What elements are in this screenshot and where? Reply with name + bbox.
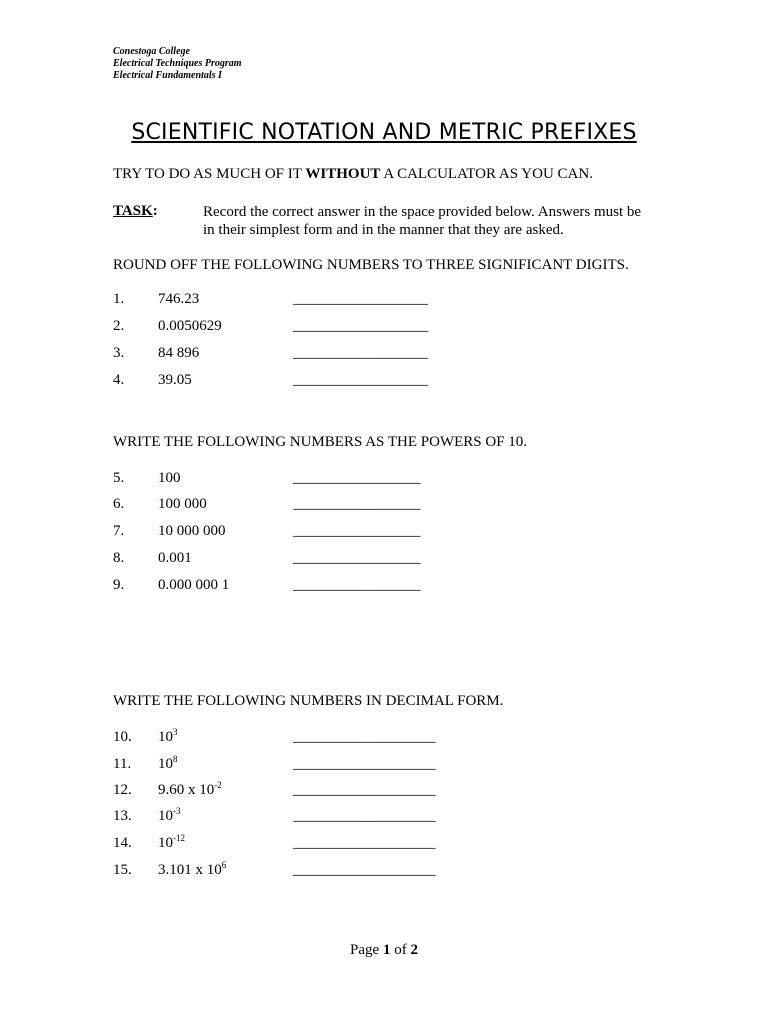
question-number: 6.	[113, 496, 125, 512]
value-base: 9.60 x 10	[158, 782, 215, 798]
value-base: 10	[158, 835, 173, 851]
header-course: Electrical Fundamentals I	[113, 70, 222, 81]
instruction-pre: TRY TO DO AS MUCH OF IT	[113, 166, 306, 182]
question-number: 12.	[113, 782, 132, 798]
value-exponent: 3	[173, 727, 178, 737]
instruction-bold: WITHOUT	[305, 166, 381, 182]
question-value: 100 000	[158, 496, 207, 512]
footer-page-word: Page	[350, 942, 380, 958]
question-value	[158, 835, 185, 852]
answer-blank[interactable]: ___________________	[293, 808, 436, 824]
question-value: 10 000 000	[158, 523, 226, 539]
question-number: 2.	[113, 318, 125, 334]
calculator-instruction	[113, 166, 593, 183]
value-exponent: -3	[173, 806, 181, 816]
section3-heading: WRITE THE FOLLOWING NUMBERS IN DECIMAL FORM.	[113, 693, 504, 709]
answer-blank[interactable]: ___________________	[293, 782, 436, 798]
answer-blank[interactable]: _________________	[293, 523, 421, 539]
question-number: 11.	[113, 756, 132, 772]
question-number: 14.	[113, 835, 132, 851]
answer-blank[interactable]: __________________	[293, 372, 428, 388]
question-value	[158, 782, 222, 799]
value-base: 10	[158, 729, 173, 745]
task-label-text: TASK	[113, 203, 153, 219]
instruction-post: A CALCULATOR AS YOU CAN.	[380, 166, 593, 182]
value-exponent: 8	[173, 754, 178, 764]
question-number: 4.	[113, 372, 125, 388]
answer-blank[interactable]: _________________	[293, 550, 421, 566]
value-base: 10	[158, 756, 173, 772]
value-exponent: -2	[214, 780, 222, 790]
question-value	[158, 756, 178, 773]
answer-blank[interactable]: _________________	[293, 577, 421, 593]
answer-blank[interactable]: _________________	[293, 470, 421, 486]
question-value: 84 896	[158, 345, 200, 361]
question-number: 5.	[113, 470, 125, 486]
question-value	[158, 729, 178, 746]
page-title: SCIENTIFIC NOTATION AND METRIC PREFIXES	[131, 120, 637, 145]
answer-blank[interactable]: ___________________	[293, 835, 436, 851]
answer-blank[interactable]: _________________	[293, 496, 421, 512]
footer-current-page: 1	[382, 942, 391, 958]
page-footer	[0, 942, 768, 959]
question-value: 0.0050629	[158, 318, 222, 334]
answer-blank[interactable]: __________________	[293, 345, 428, 361]
task-label	[113, 203, 158, 220]
question-number: 13.	[113, 808, 132, 824]
question-number: 7.	[113, 523, 125, 539]
footer-total-pages: 2	[410, 942, 418, 958]
section1-heading: ROUND OFF THE FOLLOWING NUMBERS TO THREE SIGNIFICANT DIGITS.	[113, 257, 629, 273]
value-base: 10	[158, 808, 173, 824]
answer-blank[interactable]: __________________	[293, 291, 428, 307]
section2-heading: WRITE THE FOLLOWING NUMBERS AS THE POWERS OF 10.	[113, 434, 528, 450]
answer-blank[interactable]: ___________________	[293, 862, 436, 878]
question-value	[158, 862, 226, 879]
value-exponent: -12	[173, 833, 185, 843]
task-description: Record the correct answer in the space provided below. Answers must be in their simplest form and in the manner that they are asked.	[203, 204, 642, 238]
question-number: 10.	[113, 729, 132, 745]
question-value: 746.23	[158, 291, 200, 307]
question-value	[158, 808, 181, 825]
document-header	[113, 46, 242, 82]
value-base: 3.101 x 10	[158, 862, 222, 878]
question-value: 100	[158, 470, 181, 486]
question-number: 15.	[113, 862, 132, 878]
task-label-colon: :	[152, 203, 158, 219]
question-number: 9.	[113, 577, 125, 593]
answer-blank[interactable]: ___________________	[293, 729, 436, 745]
answer-blank[interactable]: ___________________	[293, 756, 436, 772]
header-college: Conestoga College	[113, 46, 190, 57]
question-value: 0.001	[158, 550, 192, 566]
answer-blank[interactable]: __________________	[293, 318, 428, 334]
question-value: 0.000 000 1	[158, 577, 230, 593]
question-value: 39.05	[158, 372, 192, 388]
header-program: Electrical Techniques Program	[113, 58, 242, 69]
value-exponent: 6	[221, 860, 227, 870]
question-number: 3.	[113, 345, 125, 361]
question-number: 1.	[113, 291, 125, 307]
question-number: 8.	[113, 550, 125, 566]
footer-of-word: of	[394, 942, 407, 958]
